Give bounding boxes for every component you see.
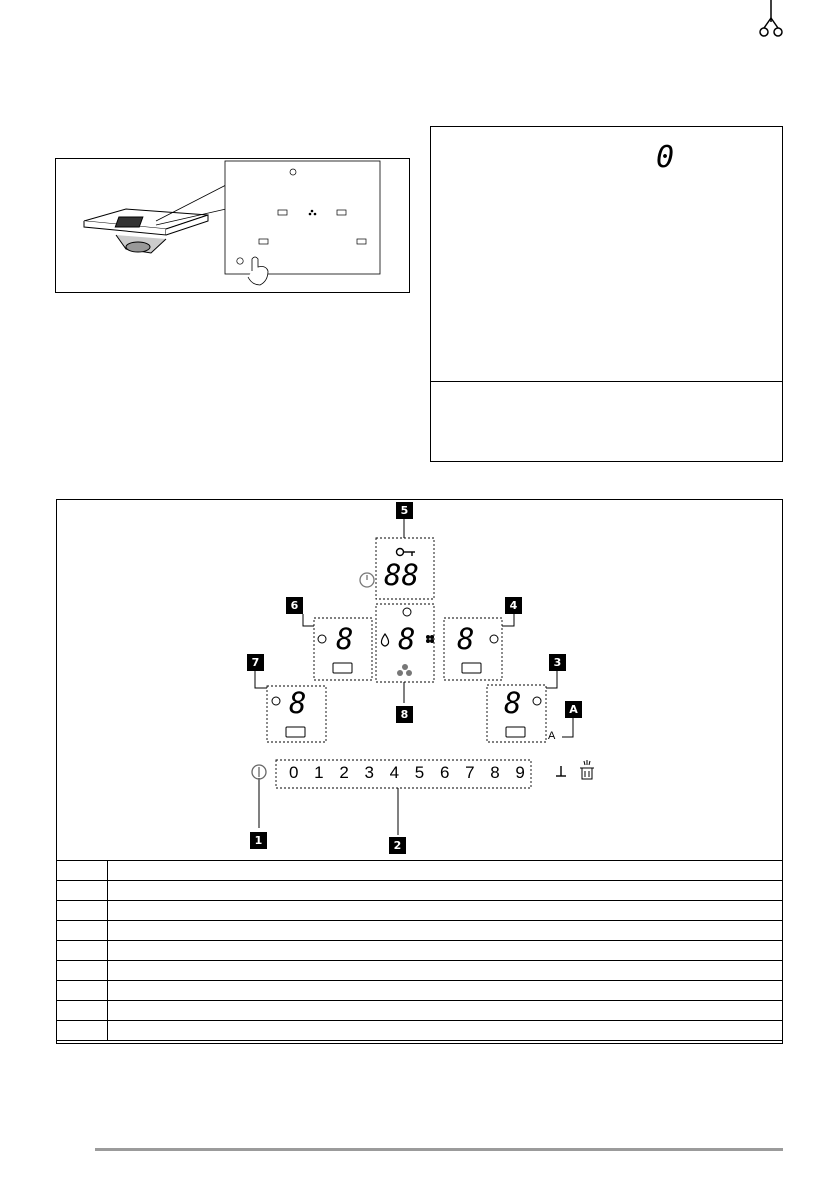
timer-icon-8 (403, 608, 411, 616)
zone-7-indicator (286, 727, 305, 737)
legend-text (108, 941, 783, 961)
legend-num (57, 861, 108, 881)
zone-4-indicator (462, 663, 481, 673)
legend-text (108, 961, 783, 981)
legend-row (57, 901, 783, 921)
callout-8: 8 (396, 706, 413, 723)
info-box (430, 126, 783, 462)
callout-3: 3 (549, 654, 566, 671)
legend-row (57, 1001, 783, 1021)
timer-icon-3 (533, 697, 541, 705)
legend-row (57, 981, 783, 1001)
callout-a: A (565, 701, 582, 718)
legend-num (57, 881, 108, 901)
legend-text (108, 1001, 783, 1021)
boost-icon (426, 635, 434, 643)
zone-3-display: 8 (504, 686, 522, 720)
timer-display: 88 (384, 558, 419, 592)
power-scale (289, 763, 525, 783)
legend-text (108, 881, 783, 901)
info-box-divider (431, 381, 782, 382)
legend-text (108, 901, 783, 921)
control-panel-figure (57, 500, 782, 860)
power-level-8[interactable]: 8 (490, 763, 500, 782)
legend-num (57, 941, 108, 961)
label-a-small: A (548, 730, 556, 742)
legend-row (57, 961, 783, 981)
power-level-4[interactable]: 4 (389, 763, 400, 782)
control-panel-diagram (56, 499, 783, 1044)
legend-row (57, 941, 783, 961)
power-level-2[interactable]: 2 (339, 763, 349, 782)
legend-row (57, 861, 783, 881)
zone-6-indicator (333, 663, 352, 673)
legend-row (57, 1021, 783, 1041)
timer-icon-large (360, 573, 374, 587)
zone-7-display: 8 (289, 686, 307, 720)
scissors-icon (756, 0, 786, 50)
hob-drawing (84, 209, 208, 253)
legend-text (108, 1021, 783, 1041)
zone-8-display: 8 (398, 622, 416, 656)
power-level-3[interactable]: 3 (364, 763, 374, 782)
legend-table (56, 860, 783, 1041)
legend-num (57, 1001, 108, 1021)
power-level-1[interactable]: 1 (314, 763, 324, 782)
drop-icon (381, 634, 388, 646)
callout-1: 1 (250, 832, 267, 849)
legend-num (57, 921, 108, 941)
zone-4-display: 8 (457, 622, 475, 656)
legend-row (57, 921, 783, 941)
legend-num (57, 901, 108, 921)
power-level-9[interactable]: 9 (515, 763, 525, 782)
power-icon (252, 765, 266, 779)
zone-3-indicator (506, 727, 525, 737)
timer-icon-6 (318, 635, 326, 643)
bridge-icon (556, 766, 566, 776)
legend-text (108, 921, 783, 941)
legend-num (57, 961, 108, 981)
power-level-7[interactable]: 7 (465, 763, 475, 782)
fan-icon-8 (397, 664, 412, 676)
callout-7: 7 (247, 654, 264, 671)
hob-illustration (55, 158, 410, 293)
callout-4: 4 (505, 597, 522, 614)
filter-icon (580, 760, 594, 779)
timer-icon-4 (490, 635, 498, 643)
key-lock-icon (397, 549, 416, 557)
callout-5: 5 (396, 502, 413, 519)
zone-6-display: 8 (336, 622, 354, 656)
power-level-0[interactable]: 0 (289, 763, 299, 782)
power-level-6[interactable]: 6 (439, 763, 450, 782)
display-value: 0 (656, 140, 675, 175)
footer-rule (95, 1148, 783, 1151)
legend-row (57, 881, 783, 901)
legend-text (108, 981, 783, 1001)
legend-num (57, 981, 108, 1001)
callout-2: 2 (389, 837, 406, 854)
legend-text (108, 861, 783, 881)
legend-num (57, 1021, 108, 1041)
timer-icon-7 (272, 697, 280, 705)
power-level-5[interactable]: 5 (414, 763, 425, 782)
callout-6: 6 (286, 597, 303, 614)
